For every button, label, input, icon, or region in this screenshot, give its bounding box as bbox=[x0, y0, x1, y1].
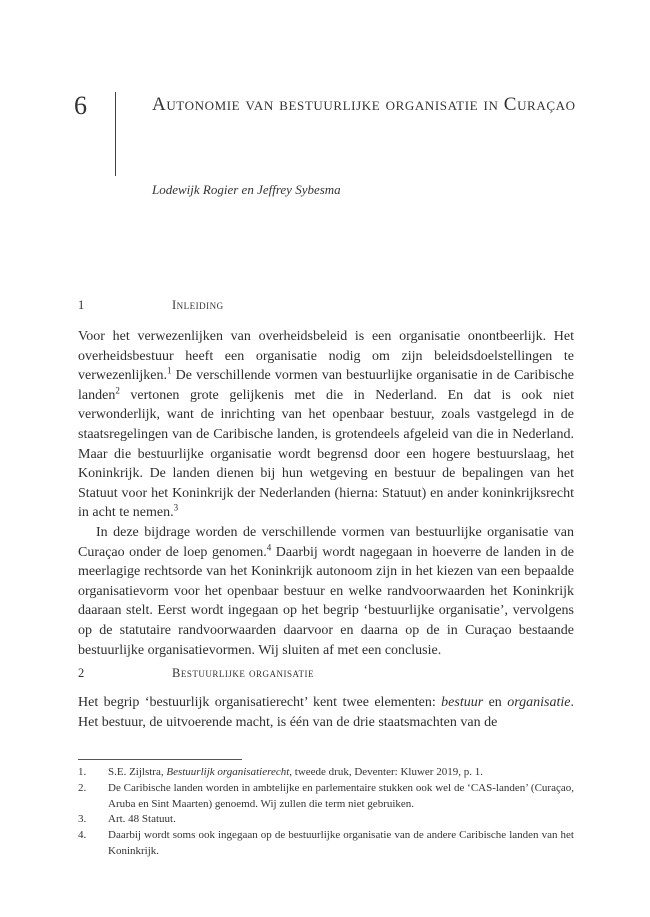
section-1-paragraph-2 bbox=[78, 523, 574, 660]
paragraph-text: Daarbij wordt nagegaan in hoeverre de landen in de meerlagige rechtsorde van het Koninkrijk autonoom zijn in het kiezen van een bepaalde organisatievorm voor het openbaar bestuur en welke randvoorwaarden het Koninkrijk daaraan stelt. Eerst wordt ingegaan op het begrip ‘bestuurlijke organisatie’, vervolgens op de statutaire randvoorwaarden daarvoor en daarna op de in Curaçao bestaande bestuurlijke organisatievormen. Wij sluiten af met een conclusie. bbox=[78, 544, 574, 658]
paragraph-text: vertonen grote gelijkenis met die in Nederland. En dat is ook niet verwonderlijk, want de inrichting van het openbaar bestuur, zoals vastgelegd in de staatsregelingen van de Caribische landen, is grotendeels afgeleid van die in Nederland. Maar die bestuurlijke organisatie wordt begrensd door een hogere bestuurslaag, het Koninkrijk. De landen dienen bij hun wetgeving en bestuur de bepalingen van het Statuut voor het Koninkrijk der Nederlanden (hierna: Statuut) en ander koninkrijksrecht in acht te nemen. bbox=[78, 387, 574, 521]
paragraph-text: In deze bijdrage worden de verschillende vormen van bestuurlijke organisatie van Curaçao onder de loep genomen. bbox=[78, 524, 574, 560]
footnote-4 bbox=[78, 828, 574, 859]
emphasis-term: bestuur bbox=[441, 695, 484, 710]
footnote-ref-2[interactable]: 2 bbox=[115, 385, 120, 396]
footnote-2 bbox=[78, 781, 574, 812]
chapter-number: 6 bbox=[74, 91, 87, 120]
footnote-text: Art. 48 Statuut. bbox=[108, 813, 176, 825]
emphasis-term: organisatie bbox=[507, 695, 571, 710]
section-2-paragraph-1 bbox=[78, 693, 574, 732]
section-2-number: 2 bbox=[78, 666, 85, 680]
footnote-number: 4. bbox=[78, 829, 87, 841]
paragraph-text: De verschillende vormen van bestuurlijke organisatie in de Caribische landen bbox=[78, 368, 574, 403]
footnote-ref-1[interactable]: 1 bbox=[167, 365, 172, 376]
section-1-number: 1 bbox=[78, 298, 85, 312]
paragraph-text: Voor het verwezenlijken van overheidsbeleid is een organisatie onontbeerlijk. Het overheidsbestuur heeft een organisatie nodig om zijn beleidsdoelstellingen te verwezenlijken. bbox=[78, 329, 574, 384]
footnote-1 bbox=[78, 765, 574, 781]
footnote-number: 2. bbox=[78, 782, 87, 794]
section-2-title: Bestuurlijke organisatie bbox=[172, 666, 314, 680]
chapter-divider bbox=[115, 92, 116, 176]
paragraph-text: en bbox=[483, 695, 508, 710]
section-1-body bbox=[78, 327, 574, 660]
chapter-title: Autonomie van bestuurlijke organisatie in Curaçao bbox=[152, 94, 576, 115]
footnote-ref-4[interactable]: 4 bbox=[266, 541, 272, 552]
footnote-ref-3[interactable]: 3 bbox=[173, 502, 179, 513]
footnote-book-title: Bestuurlijk organisatierecht bbox=[166, 766, 290, 778]
footnote-text-part: S.E. Zijlstra, bbox=[108, 766, 167, 778]
footnote-text: De Caribische landen worden in ambtelijke en parlementaire stukken ook wel de ‘CAS-landen’ (Curaçao, Aruba en Sint Maarten) genoemd. Wij zullen die term niet gebruiken. bbox=[108, 782, 574, 810]
footnote-separator bbox=[78, 759, 242, 760]
paragraph-text: . Het bestuur, de uitvoerende macht, is één van de drie staatsmachten van de bbox=[78, 695, 574, 730]
footnote-3 bbox=[78, 812, 574, 828]
footnote-text-part: , tweede druk, Deventer: Kluwer 2019, p. 1. bbox=[289, 766, 483, 778]
section-1-paragraph-1 bbox=[78, 327, 574, 523]
section-2-body bbox=[78, 693, 574, 732]
section-1-title: Inleiding bbox=[172, 298, 224, 312]
footnote-number: 3. bbox=[78, 813, 87, 825]
paragraph-text: Het begrip ‘bestuurlijk organisatierecht’ kent twee elementen: bbox=[78, 695, 442, 710]
chapter-authors: Lodewijk Rogier en Jeffrey Sybesma bbox=[152, 182, 341, 197]
footnote-text bbox=[108, 765, 574, 781]
footnote-text: Daarbij wordt soms ook ingegaan op de bestuurlijke organisatie van de andere Caribische landen van het Koninkrijk. bbox=[108, 829, 574, 857]
footnote-number: 1. bbox=[78, 766, 87, 778]
